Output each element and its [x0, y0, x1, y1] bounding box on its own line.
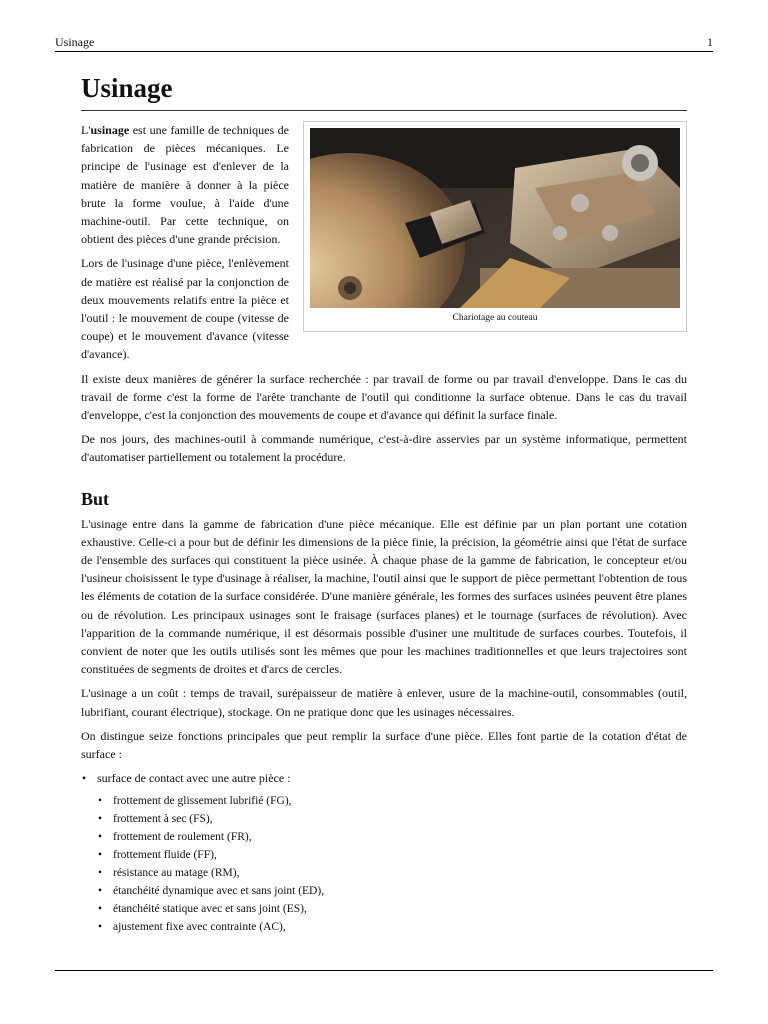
intro-paragraph-2: Lors de l'usinage d'une pièce, l'enlèvement de matière est réalisé par la conjonction de deux mouvements relatifs entre la pièce et l'outil : le mouvement de coupe (vitesse de coupe) et le mouvement d'avance (vitesse d'avance).	[81, 256, 289, 362]
footer-rule	[55, 970, 713, 971]
but-paragraph-2: L'usinage a un coût : temps de travail, surépaisseur de matière à enlever, usure de la machine-outil, consommables (outil, lubrifiant, courant électrique), stockage. On ne pratique donc que les usinages nécessaires.	[81, 686, 687, 719]
list-item: • surface de contact avec une autre pièce : • frottement de glissement lubrifié (FG), • frottement à sec (FS), • frottement de roulement (FR), • frottement fluide (FF), • résistance au matage (RM), • étanchéité dynamique avec et sans joint (ED), • étanchéité statique avec et sans joint (ES), • ajustement fixe avec contrainte (AC),	[97, 769, 687, 935]
list-item: • frottement fluide (FF),	[113, 846, 687, 864]
page-number: 1	[707, 35, 713, 49]
surface-functions-list	[81, 769, 687, 935]
figure-caption: Chariotage au couteau	[452, 313, 538, 323]
list-item: • étanchéité statique avec et sans joint (ES),	[113, 900, 687, 918]
list-item: • étanchéité dynamique avec et sans joint (ED),	[113, 882, 687, 900]
running-title: Usinage	[55, 35, 95, 49]
but-paragraph-1: L'usinage entre dans la gamme de fabrication d'une pièce mécanique. Elle est définie par un plan portant une cotation exhaustive. Celle-ci a pour but de définir les dimensions de la pièce finie, la précision, la géométrie ainsi que l'état de surface de l'ensemble des surfaces qui constituent la pièce usinée. À chaque phase de la gamme de fabrication, le concepteur et/ou l'usineur choisissent le type d'usinage à réaliser, la machine, l'outil ainsi que le support de pièce permettant l'obtention de tous les éléments de cotation de la surface considérée. D'une manière générale, les formes des surfaces usinées peuvent être planes ou de révolution. Les principaux usinages sont le fraisage (surfaces planes) et le tournage (surfaces de révolution). Avec l'apparition de la commande numérique, il est désormais possible d'usiner une multitude de surfaces courbes. Toutefois, il convient de noter que les outils utilisés sont les mêmes que pour les machines traditionnelles et que leurs trajectoires sont constituées de segments de droites et d'arcs de cercles.	[81, 516, 687, 677]
intro-paragraph-3: Il existe deux manières de générer la surface recherchée : par travail de forme ou par travail d'enveloppe. Dans le cas du travail de forme c'est la forme de l'arête tranchante de l'outil qui conditionne la surface obtenue. Dans le cas du travail d'enveloppe, c'est la conjonction des mouvements de coupe et d'avance qui définit la surface finale.	[81, 371, 687, 423]
contact-surface-sublist	[97, 792, 687, 936]
page-title: Usinage	[81, 70, 687, 111]
intro-paragraph-4: De nos jours, des machines-outil à commande numérique, c'est-à-dire asservies par un système informatique, permettent d'automatiser partiellement ou totalement la procédure.	[81, 432, 687, 465]
section-heading-but: But	[81, 488, 110, 509]
usinage-bold-term: usinage	[90, 123, 130, 137]
list-item: • frottement à sec (FS),	[113, 810, 687, 828]
list-item: • frottement de glissement lubrifié (FG),	[113, 792, 687, 810]
list-item: • frottement de roulement (FR),	[113, 828, 687, 846]
list-item: • ajustement fixe avec contrainte (AC),	[113, 918, 687, 936]
intro-paragraph-1: L'usinage est une famille de techniques de fabrication de pièces mécaniques. Le principe de l'usinage est d'enlever de la matière de manière à donner à la pièce brute la forme voulue, à l'aide d'une machine-outil. Par cette technique, on obtient des pièces d'une grande précision.	[81, 123, 289, 247]
running-header	[55, 35, 713, 52]
article-body	[81, 70, 687, 940]
list-item: • résistance au matage (RM),	[113, 864, 687, 882]
figure-lathe-photo	[303, 121, 687, 332]
lathe-photo-image	[310, 128, 680, 308]
but-paragraph-3: On distingue seize fonctions principales que peut remplir la surface d'une pièce. Elles font partie de la cotation d'état de surface :	[81, 728, 687, 762]
